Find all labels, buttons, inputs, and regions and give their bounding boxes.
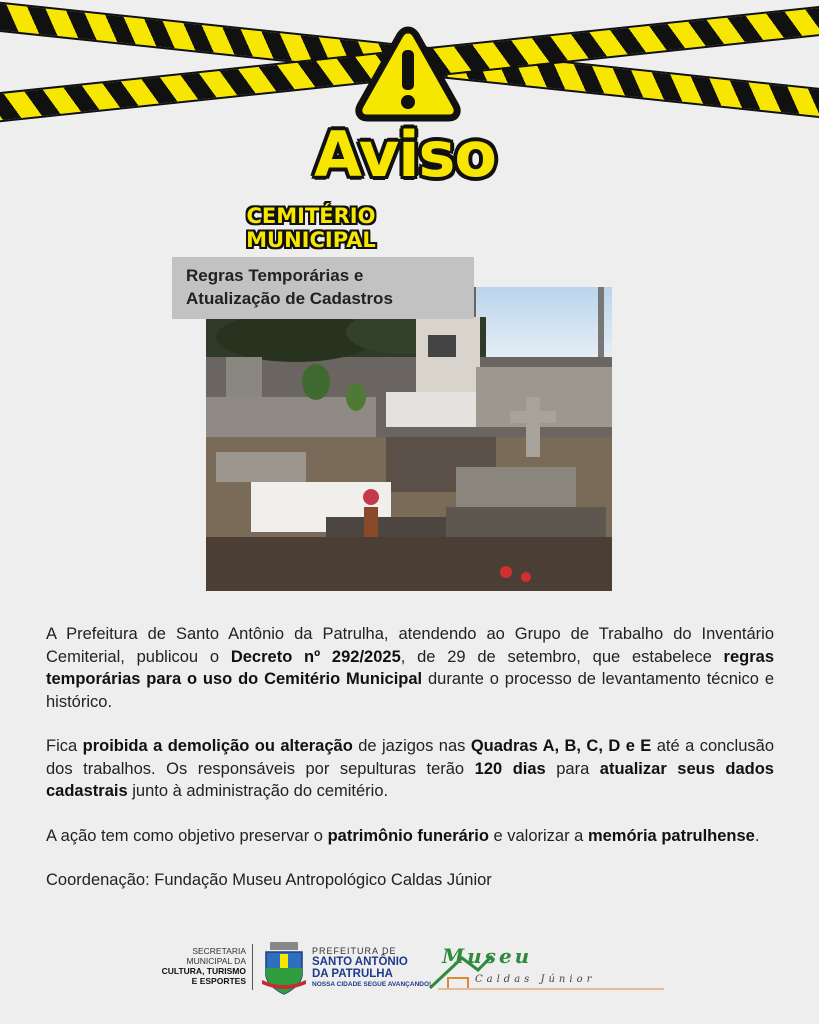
topic-label-line: Regras Temporárias e: [186, 266, 364, 285]
page-subtitle: CEMITÉRIO MUNICIPAL: [246, 204, 376, 252]
bold-text: Quadras A, B, C, D e E: [470, 737, 652, 755]
text-segment: , de 29 de setembro, que estabelece: [400, 647, 724, 666]
paragraph: [46, 869, 774, 892]
footer-logos: [150, 938, 670, 998]
text-segment: para: [545, 759, 600, 778]
municipal-crest-icon: [262, 940, 306, 996]
bold-text: patrimônio funerário: [327, 826, 489, 845]
bold-text: memória patrulhense: [587, 826, 755, 845]
text-segment: Coordenação: Fundação Museu Antropológico Caldas Júnior: [46, 871, 492, 889]
cemetery-photo: [206, 287, 612, 591]
secretaria-logo: [150, 946, 246, 986]
bold-text: 120 dias: [474, 759, 546, 778]
text-segment: de jazigos nas: [352, 737, 471, 755]
prefeitura-logo: [312, 946, 431, 990]
prefeitura-text: DA PATRULHA: [312, 968, 393, 980]
bold-text: Decreto nº 292/2025: [230, 647, 401, 666]
text-segment: A Prefeitura de Santo Antônio da Patrulha, atendendo ao Grupo de Trabalho do Inventário Cemiterial, publicou o: [46, 625, 774, 666]
paragraph: [46, 735, 774, 803]
bold-text: proibida a demolição ou alteração: [82, 737, 353, 755]
prefeitura-text: PREFEITURA DE: [312, 946, 397, 956]
secretaria-text: MUNICIPAL DA: [186, 956, 246, 966]
museu-title: Museu: [442, 944, 533, 968]
text-segment: Fica: [46, 737, 83, 755]
paragraph: [46, 623, 774, 713]
prefeitura-text: SANTO ANTÔNIO: [312, 956, 408, 968]
topic-label-line: Atualização de Cadastros: [186, 289, 393, 308]
bold-text: atualizar seus dados cadastrais: [46, 759, 774, 800]
prefeitura-slogan: NOSSA CIDADE SEGUE AVANÇANDO!: [312, 981, 432, 988]
topic-label: [172, 257, 474, 319]
text-segment: A ação tem como objetivo preservar o: [46, 826, 328, 845]
warning-triangle-icon: [352, 24, 464, 124]
museu-subtitle: Caldas Júnior: [475, 974, 596, 985]
text-segment: junto à administração do cemitério.: [127, 782, 389, 800]
bold-text: regras temporárias para o uso do Cemitério Municipal: [46, 647, 774, 688]
secretaria-text: CULTURA, TURISMO: [161, 966, 246, 976]
secretaria-text: E ESPORTES: [191, 976, 246, 986]
page-title: Aviso: [314, 118, 496, 191]
text-segment: e valorizar a: [488, 826, 588, 845]
text-segment: .: [754, 826, 760, 845]
text-segment: até a conclusão dos trabalhos. Os responsáveis por sepulturas terão: [46, 737, 775, 778]
paragraph: [46, 825, 774, 848]
text-segment: durante o processo de levantamento técnico e histórico.: [46, 670, 775, 711]
notice-body: [46, 623, 774, 914]
secretaria-text: SECRETARIA: [192, 946, 246, 956]
divider: [252, 944, 253, 990]
